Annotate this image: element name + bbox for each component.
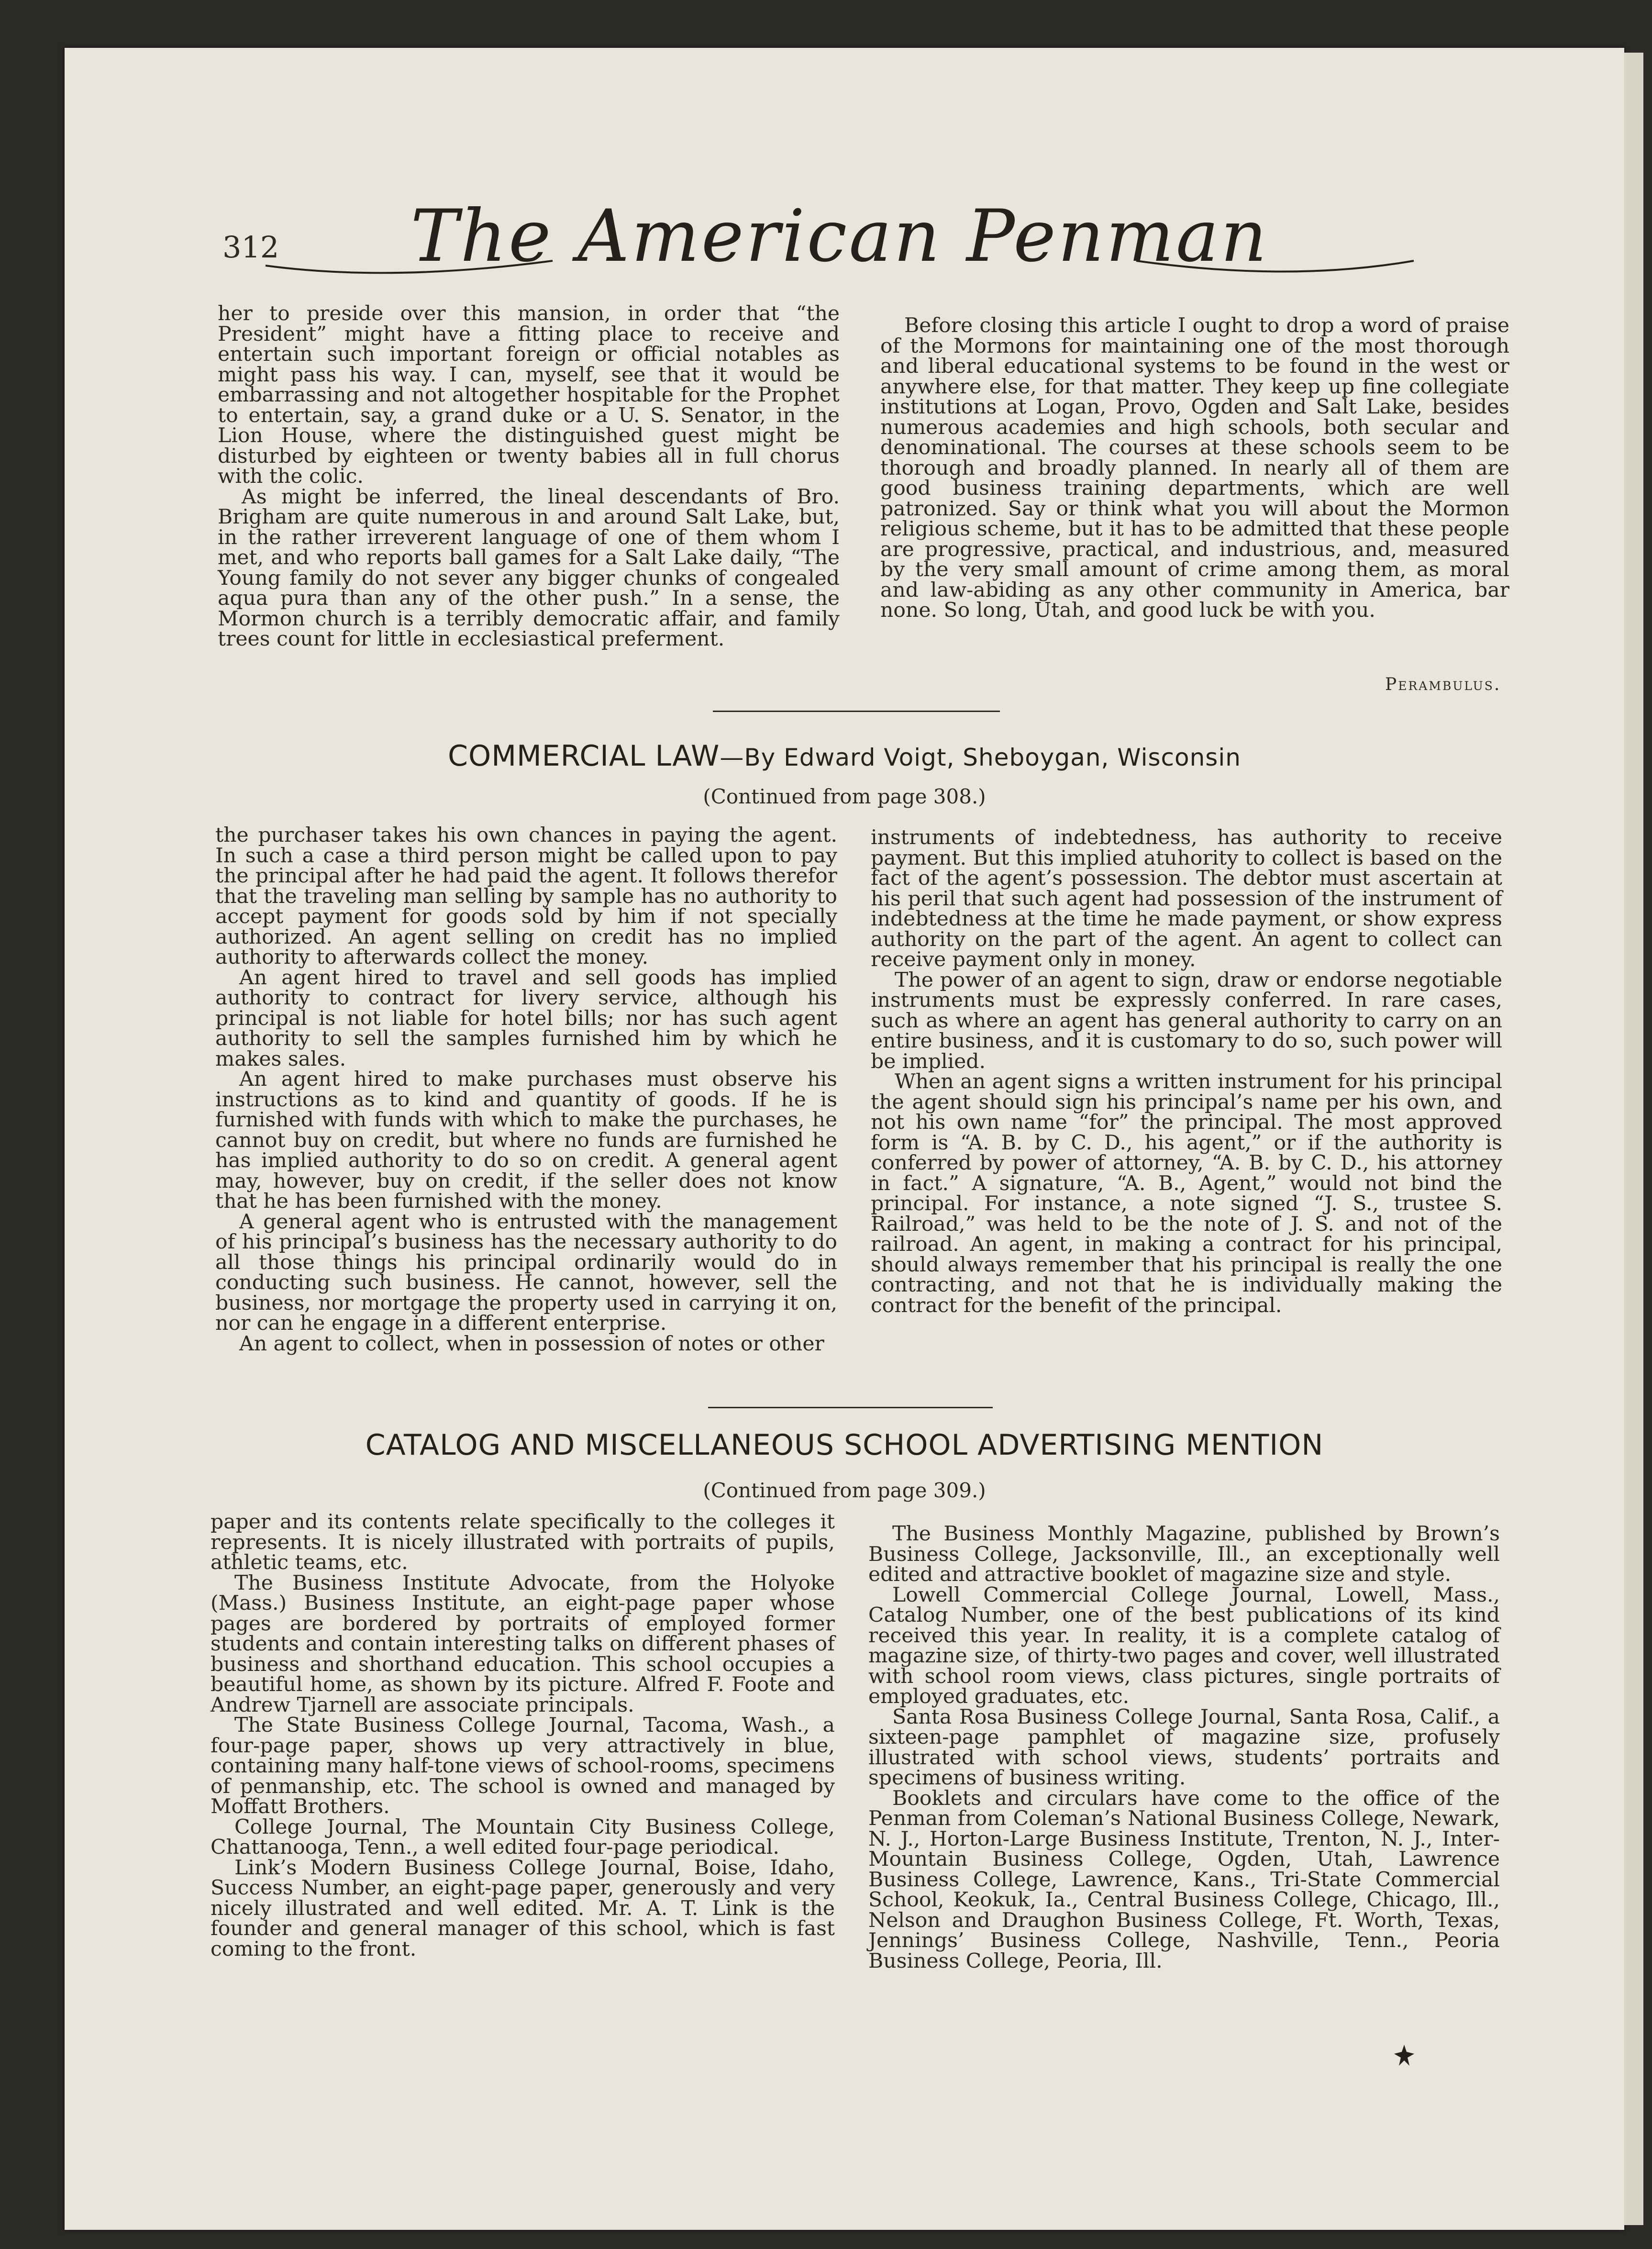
- page-edge: [1624, 53, 1643, 2225]
- magazine-page: [65, 48, 1624, 2230]
- paragraph: instruments of indebtedness, has authority to receive payment. But this implied atuhority to collect is based on the fact of the agent’s possession. The debtor must ascertain at his peril that such agent had possession of the instrument of indebtedness at the time he made payment, or show express authority on the part of the agent. An agent to collect can receive payment only in money.: [871, 826, 1502, 971]
- article3-left-column: [211, 1512, 835, 1960]
- paragraph: An agent to collect, when in possession of notes or other: [239, 1332, 824, 1356]
- signature: Perambulus.: [1385, 675, 1501, 694]
- end-ornament-icon: [1392, 2043, 1416, 2067]
- masthead-title: The American Penman: [410, 195, 1269, 278]
- paragraph: The Business Monthly Magazine, published by Brown’s Business College, Jacksonville, Ill., an exceptionally well edited and attractive booklet of magazine size and style.: [868, 1522, 1500, 1586]
- paragraph: A general agent who is entrusted with the management of his principal’s business has the necessary authority to do all those things his principal ordinarily would do in conducting such business. He cannot, however, sell the business, nor mortgage the property used in carrying it on, nor can he engage in a different enterprise.: [215, 1210, 837, 1335]
- page-number: 312: [222, 230, 279, 265]
- paragraph: When an agent signs a written instrument for his principal the agent should sign his principal’s name per his own, and not his own name “for” the principal. The most approved form is “A. B. by C. D., his agent,” or if the authority is conferred by power of attorney, “A. B. by C. D., his attorney in fact.” A signature, “A. B., Agent,” would not bind the principal. For instance, a note signed “J. S., trustee S. Railroad,” was held to be the note of J. S. and not of the railroad. An agent, in making a contract for his principal, should always remember that his principal is really the one contracting, and not that he is individually making the contract for the benefit of the principal.: [871, 1070, 1502, 1317]
- divider: [708, 1407, 993, 1408]
- article3-continued: (Continued from page 309.): [703, 1479, 986, 1502]
- article1-left-column: [218, 304, 840, 650]
- article2-heading: [65, 739, 1624, 773]
- paragraph: her to preside over this mansion, in order that “the President” might have a fitting place to receive and entertain such important foreign or official notables as might pass his way. I can, myself, see that it would be embarrassing and not altogether hospitable for the Prophet to entertain, say, a grand duke or a U. S. Senator, in the Lion House, where the distinguished guest might be disturbed by eighteen or twenty babies all in full chorus with the colic.: [218, 302, 840, 488]
- article2-continued: (Continued from page 308.): [703, 785, 986, 808]
- paragraph: Link’s Modern Business College Journal, Boise, Idaho, Success Number, an eight-page paper, generously and very nicely illustrated and well edited. Mr. A. T. Link is the founder and general manager of this school, which is fast coming to the front.: [211, 1856, 835, 1961]
- article2-left-column: [215, 825, 837, 1354]
- paragraph: The Business Institute Advocate, from the Holyoke (Mass.) Business Institute, an eight-page paper whose pages are bordered by portraits of employed former students and contain interesting talks on different phases of business and shorthand education. This school occupies a beautiful home, as shown by its picture. Alfred F. Foote and Andrew Tjarnell are associate principals.: [211, 1571, 835, 1717]
- article3-right-column: [868, 1524, 1500, 1971]
- paragraph: paper and its contents relate specifically to the colleges it represents. It is nicely illustrated with portraits of pupils, athletic teams, etc.: [211, 1510, 835, 1574]
- article1-right-column: [880, 316, 1509, 621]
- paragraph: An agent hired to travel and sell goods has implied authority to contract for livery service, although his principal is not liable for hotel bills; nor has such agent authority to sell the samples furnished him by which he makes sales.: [215, 966, 837, 1071]
- divider: [713, 711, 1000, 712]
- paragraph: The State Business College Journal, Tacoma, Wash., a four-page paper, shows up very attractively in blue, containing many half-tone views of school-rooms, specimens of penmanship, etc. The school is owned and managed by Moffatt Brothers.: [211, 1714, 835, 1818]
- page-header: [65, 187, 1624, 301]
- paragraph: The power of an agent to sign, draw or endorse negotiable instruments must be expressly conferred. In rare cases, such as where an agent has general authority to carry on an entire business, and it is customary to do so, such power will be implied.: [871, 968, 1502, 1073]
- article2-title: COMMERCIAL LAW: [448, 739, 720, 773]
- paragraph: the purchaser takes his own chances in paying the agent. In such a case a third person might be called upon to pay the principal after he had paid the agent. It follows therefor that the traveling man selling by sample has no authority to accept payment for goods sold by him if not specially authorized. An agent selling on credit has no implied authority to afterwards collect the money.: [215, 824, 837, 969]
- article2-right-column: [871, 828, 1502, 1316]
- paragraph: As might be inferred, the lineal descendants of Bro. Brigham are quite numerous in and around Salt Lake, but, in the rather irreverent language of one of them whom I met, and who reports ball games for a Salt Lake daily, “The Young family do not sever any bigger chunks of congealed aqua pura than any of the other push.” In a sense, the Mormon church is a terribly democratic affair, and family trees count for little in ecclesiastical preferment.: [218, 485, 840, 651]
- paragraph: An agent hired to make purchases must observe his instructions as to kind and quantity of goods. If he is furnished with funds with which to make the purchases, he cannot buy on credit, but where no funds are furnished he has implied authority to do so on credit. A general agent may, however, buy on credit, if the seller does not know that he has been furnished with the money.: [215, 1068, 837, 1213]
- paragraph: Before closing this article I ought to drop a word of praise of the Mormons for maintaining one of the most thorough and liberal educational systems to be found in the west or anywhere else, for that matter. They keep up fine collegiate institutions at Logan, Provo, Ogden and Salt Lake, besides numerous academies and high schools, both secular and denominational. The courses at these schools seem to be thorough and broadly planned. In nearly all of them are good business training departments, which are well patronized. Say or think what you will about the Mormon religious scheme, but it has to be admitted that these people are progressive, practical, and industrious, and, measured by the very small amount of crime among them, as moral and law-abiding as any other community in America, bar none. So long, Utah, and good luck be with you.: [880, 314, 1509, 622]
- article3-title: CATALOG AND MISCELLANEOUS SCHOOL ADVERTISING MENTION: [365, 1428, 1324, 1462]
- article2-byline: —By Edward Voigt, Sheboygan, Wisconsin: [720, 744, 1241, 771]
- paragraph: Santa Rosa Business College Journal, Santa Rosa, Calif., a sixteen-page pamphlet of magazine size, profusely illustrated with school views, students’ portraits and specimens of business writing.: [868, 1705, 1500, 1790]
- paragraph: Lowell Commercial College Journal, Lowell, Mass., Catalog Number, one of the best publications of its kind received this year. In reality, it is a complete catalog of magazine size, of thirty-two pages and cover, well illustrated with school room views, class pictures, single portraits of employed graduates, etc.: [868, 1583, 1500, 1708]
- masthead: [246, 189, 1433, 285]
- paragraph: Booklets and circulars have come to the office of the Penman from Coleman’s National Business College, Newark, N. J., Horton-Large Business Institute, Trenton, N. J., Inter-Mountain Business College, Ogden, Utah, Lawrence Business College, Lawrence, Kans., Tri-State Commercial School, Keokuk, Ia., Central Business College, Chicago, Ill., Nelson and Draughon Business College, Ft. Worth, Texas, Jennings’ Business College, Nashville, Tenn., Peoria Business College, Peoria, Ill.: [868, 1786, 1500, 1973]
- paragraph: College Journal, The Mountain City Business College, Chattanooga, Tenn., a well edited four-page periodical.: [211, 1815, 835, 1859]
